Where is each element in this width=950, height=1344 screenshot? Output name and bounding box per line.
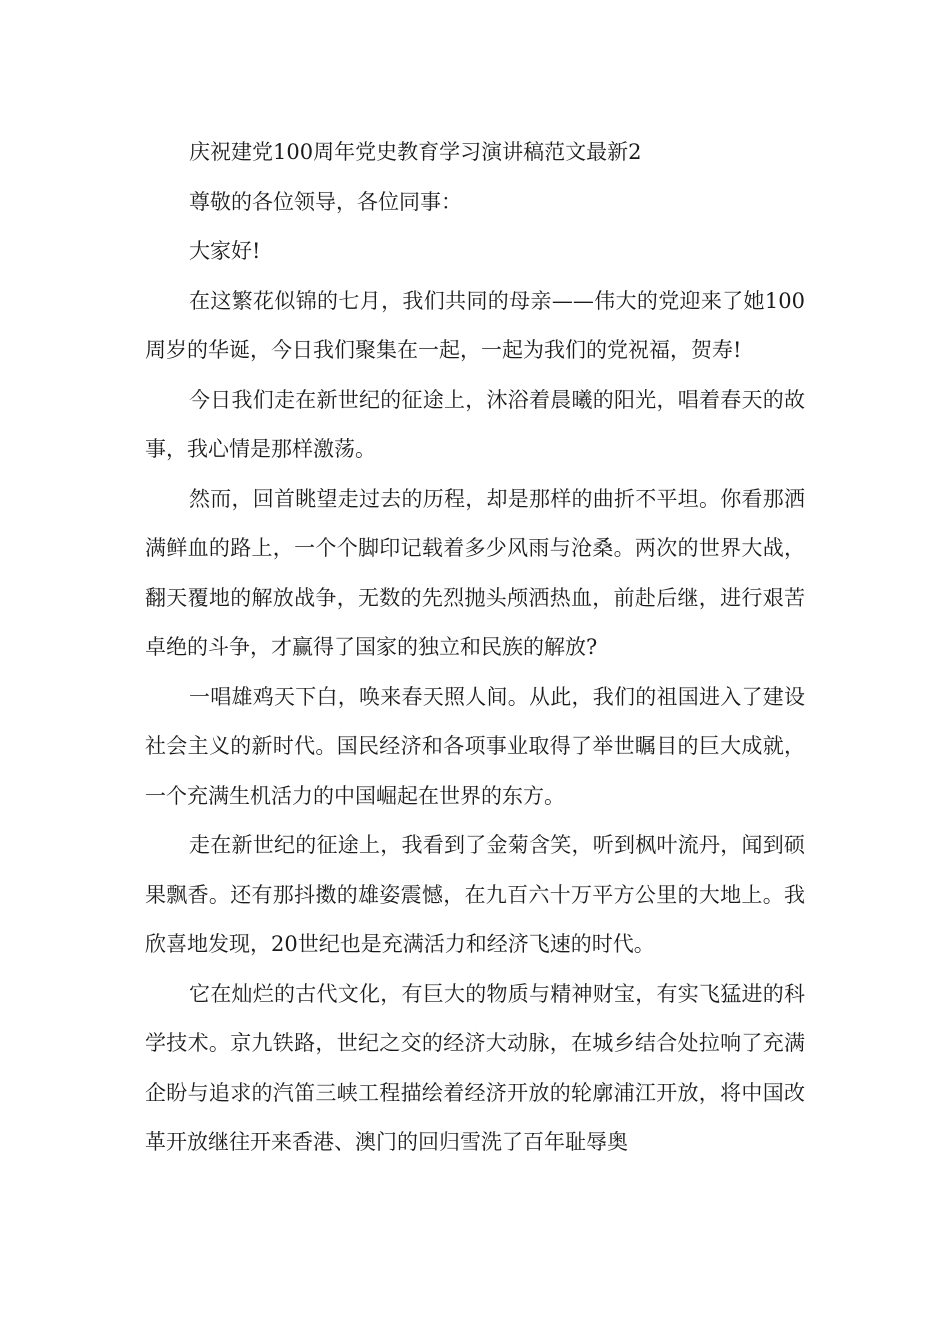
paragraph: 然而，回首眺望走过去的历程，却是那样的曲折不平坦。你看那洒满鲜血的路上，一个个脚印记载着多少风雨与沧桑。两次的世界大战，翻天覆地的解放战争，无数的先烈抛头颅洒热血，前赴后继，进行艰苦卓绝的斗争，才赢得了国家的独立和民族的解放? <box>145 486 805 659</box>
paragraph: 今日我们走在新世纪的征途上，沐浴着晨曦的阳光，唱着春天的故事，我心情是那样激荡。 <box>145 387 805 461</box>
paragraph: 它在灿烂的古代文化，有巨大的物质与精神财宝，有实飞猛进的科学技术。京九铁路，世纪之交的经济大动脉，在城乡结合处拉响了充满企盼与追求的汽笛三峡工程描绘着经济开放的轮廓浦江开放，将中国改革开放继往开来香港、澳门的回归雪洗了百年耻辱奥 <box>145 981 805 1154</box>
salutation: 尊敬的各位领导，各位同事： <box>189 189 462 214</box>
paragraph: 走在新世纪的征途上，我看到了金菊含笑，听到枫叶流丹，闻到硕果飘香。还有那抖擞的雄姿震憾，在九百六十万平方公里的大地上。我欣喜地发现，20世纪也是充满活力和经济飞速的时代。 <box>145 833 805 956</box>
document-title: 庆祝建党100周年党史教育学习演讲稿范文最新2 <box>189 140 642 164</box>
paragraph: 一唱雄鸡天下白，唤来春天照人间。从此，我们的祖国进入了建设社会主义的新时代。国民经济和各项事业取得了举世瞩目的巨大成就，一个充满生机活力的中国崛起在世界的东方。 <box>145 684 805 808</box>
paragraph: 在这繁花似锦的七月，我们共同的母亲——伟大的党迎来了她100周岁的华诞，今日我们聚集在一起，一起为我们的党祝福，贺寿! <box>145 288 805 362</box>
greeting: 大家好! <box>189 239 261 263</box>
document-body <box>145 128 805 1168</box>
